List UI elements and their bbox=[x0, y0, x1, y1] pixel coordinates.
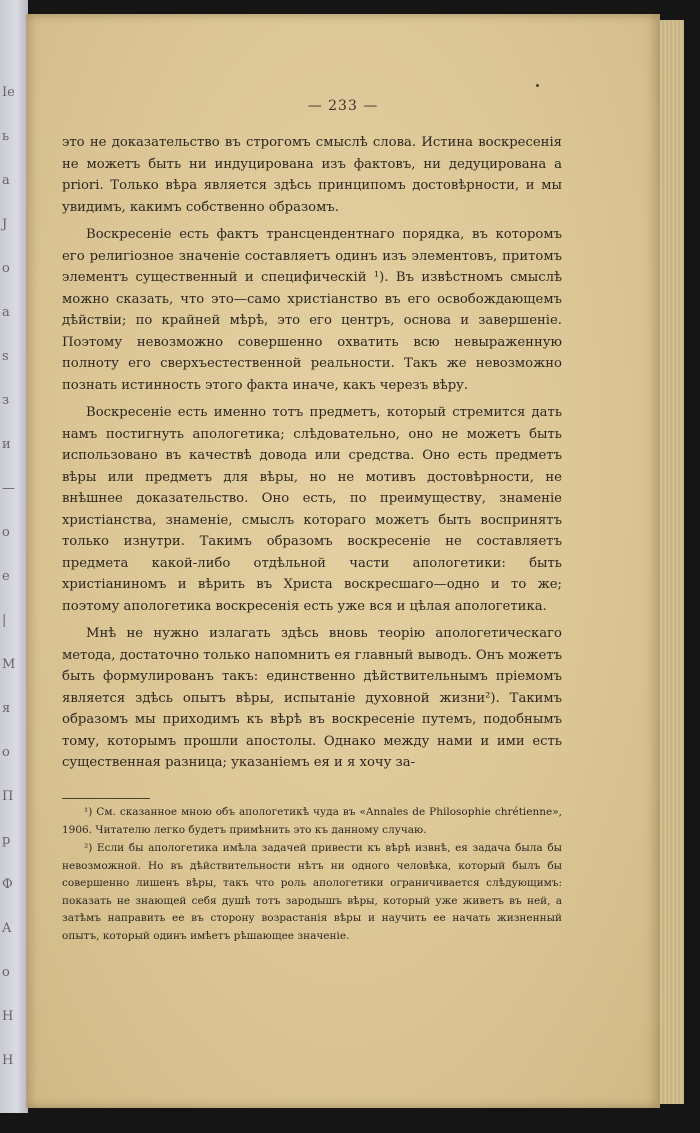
adjacent-page-fragment: о bbox=[2, 525, 10, 540]
paragraph-1: это не доказательство въ строгомъ смыслѣ слова. Истина воскресенія не можетъ быть ни индуцирована изъ фактовъ, ни дедуцирована a priori. Только вѣра является здѣсь принципомъ достовѣрности, и мы увидимъ, какимъ собственно образомъ. bbox=[62, 135, 562, 215]
body-text bbox=[62, 132, 562, 780]
footnote-1: ¹) См. сказанное мною объ апологетикѣ чуда въ «Annales de Philosophie chrétienne», 1906. Читателю легко будетъ примѣнить это къ данному случаю. bbox=[62, 806, 562, 836]
adjacent-page-fragment: Ф bbox=[2, 877, 13, 892]
adjacent-page-fragment: ь bbox=[2, 129, 10, 144]
book-page bbox=[26, 14, 660, 1108]
adjacent-page-fragment: о bbox=[2, 745, 10, 760]
paragraph-4: Мнѣ не нужно излагать здѣсь вновь теорію апологетическаго метода, достаточно только напомнить ея главный выводъ. Онъ можетъ быть формулированъ такъ: единственно дѣйствительнымъ пріемомъ является здѣсь опытъ вѣры, испытаніе духовной жизни²). Такимъ образомъ мы приходимъ къ вѣрѣ въ воскресеніе путемъ, подобнымъ тому, которымъ прошли апостолы. Однако между нами и ими есть существенная разница; указаніемъ ея и я хочу за- bbox=[62, 626, 562, 770]
adjacent-page-fragment: и bbox=[2, 437, 11, 452]
ink-speck bbox=[536, 84, 539, 87]
paragraph-2: Воскресеніе есть фактъ трансцендентнаго порядка, въ которомъ его религіозное значеніе составляетъ одинъ изъ элементовъ, притомъ элементъ существенный и специфическій ¹). Въ извѣстномъ смыслѣ можно сказать, что это—само христіанство въ его освобождающемъ дѣйствіи; по крайней мѣрѣ, это его центръ, основа и завершеніе. Поэтому невозможно совершенно охватить всю невыраженную полноту его сверхъестественной реальности. Такъ же невозможно познать истинность этого факта иначе, какъ черезъ вѣру. bbox=[62, 227, 562, 393]
adjacent-page-fragment: a bbox=[2, 173, 10, 188]
adjacent-page-fragment: Ie bbox=[2, 85, 15, 100]
adjacent-page-fragment: | bbox=[2, 613, 7, 628]
adjacent-page-fragment: J bbox=[2, 217, 8, 232]
footnote-2: ²) Если бы апологетика имѣла задачей привести къ вѣрѣ извнѣ, ея задача была бы невозможной. Но въ дѣйствительности нѣтъ ни одного человѣка, который былъ бы совершенно лишенъ вѣры, такъ что роль апологетики ограничивается слѣдующимъ: показать не знающей себя душѣ тотъ зародышъ вѣры, который уже живетъ въ ней, а затѣмъ направить ее въ сторону возрастанія вѣры и научить ее начать жизненный опытъ, который одинъ имѣетъ рѣшающее значеніе. bbox=[62, 842, 562, 942]
adjacent-page-fragment: a bbox=[2, 305, 10, 320]
page-stack-edge bbox=[660, 20, 684, 1104]
adjacent-page-fragment: M bbox=[2, 657, 16, 672]
adjacent-page-fragment: Π bbox=[2, 789, 14, 804]
paragraph-3: Воскресеніе есть именно тотъ предметъ, который стремится дать намъ постигнуть апологетика; слѣдовательно, оно не можетъ быть использовано въ качествѣ довода или средства. Оно есть предметъ вѣры или предметъ для вѣры, но не мотивъ достовѣрности, не внѣшнее доказательство. Оно есть, по преимуществу, знаменіе христіанства, знаменіе, смыслъ котораго можетъ быть воспринятъ только изнутри. Такимъ образомъ воскресеніе не составляетъ предмета какой-либо отдѣльной части апологетики: быть христіаниномъ и вѣрить въ Христа воскресшаго—одно и то же; поэтому апологетика воскресенія есть уже вся и цѣлая апологетика. bbox=[62, 405, 562, 614]
adjacent-page-fragment: р bbox=[2, 833, 11, 848]
adjacent-page-fragment: Н bbox=[2, 1053, 14, 1068]
adjacent-page-fragment: e bbox=[2, 569, 10, 584]
adjacent-page-fragment: — bbox=[2, 481, 15, 496]
page-number: — 233 — bbox=[307, 98, 379, 114]
footnotes bbox=[62, 804, 562, 946]
adjacent-page-fragment: o bbox=[2, 261, 10, 276]
adjacent-page-edge bbox=[0, 0, 28, 1113]
adjacent-page-fragment: o bbox=[2, 965, 10, 980]
adjacent-page-fragment: Н bbox=[2, 1009, 14, 1024]
adjacent-page-fragment: я bbox=[2, 701, 11, 716]
footnote-separator bbox=[62, 798, 150, 799]
adjacent-page-fragment: s bbox=[2, 349, 9, 364]
adjacent-page-fragment: A bbox=[2, 921, 12, 936]
adjacent-page-fragment: з bbox=[2, 393, 10, 408]
